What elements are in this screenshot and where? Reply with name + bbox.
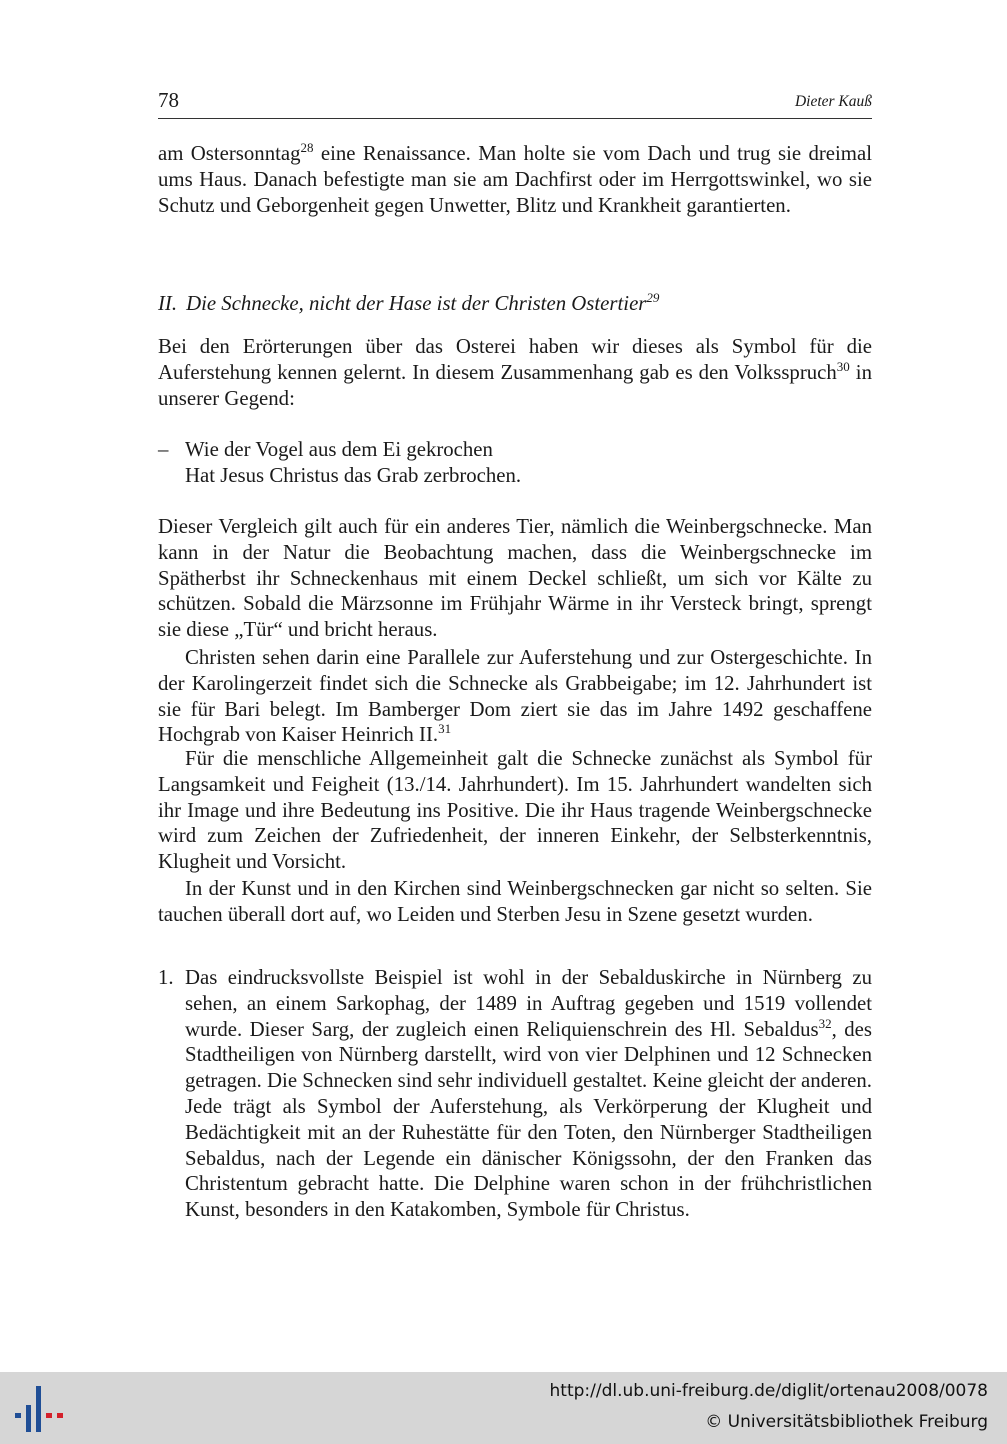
footer-bar bbox=[0, 1372, 1007, 1444]
page-number: 78 bbox=[158, 88, 179, 112]
paragraph-intro-text-a: am Ostersonntag bbox=[158, 142, 301, 165]
paragraph-christen-text: Christen sehen darin eine Parallele zur Auferstehung und zur Ostergeschichte. In der Karolingerzeit findet sich die Schnecke als Grabbeigabe; im 12. Jahrhundert ist sie für Bari belegt. Im Bamberger Dom ziert sie das im Jahre 1492 geschaffene Hochgrab von Kaiser Heinrich II. bbox=[158, 646, 872, 747]
verse-line-2: Hat Jesus Christus das Grab zerbrochen. bbox=[185, 464, 522, 487]
paragraph-osterei bbox=[158, 334, 872, 411]
paragraph-osterei-text-a: Bei den Erörterungen über das Osterei haben wir dieses als Symbol für die Auferstehung kennen gelernt. In diesem Zusammenhang gab es den Volksspruch bbox=[158, 335, 872, 384]
footnote-ref-30[interactable]: 30 bbox=[836, 358, 850, 374]
ub-freiburg-logo-icon bbox=[14, 1384, 64, 1434]
section-number: II. bbox=[158, 292, 178, 315]
list-marker-1: 1. bbox=[158, 966, 174, 989]
paragraph-allgemeinheit: Für die menschliche Allgemeinheit galt die Schnecke zunächst als Symbol für Langsamkeit und Feigheit (13./14. Jahrhundert). Im 15. Jahrhundert wandelten sich ihr Image und ihre Bedeutung ins Positive. Die ihr Haus tragende Weinbergschnecke wird zum Zeichen der Zufriedenheit, der inneren Einkehr, der Selbsterkenntnis, Klugheit und Vorsicht. bbox=[158, 747, 872, 874]
paragraph-vergleich: Dieser Vergleich gilt auch für ein anderes Tier, nämlich die Weinbergschnecke. Man kann in der Natur die Beobachtung machen, dass die Weinbergschnecke im Spätherbst ihr Schneckenhaus mit einem Deckel schließt, um sich vor Kälte zu schützen. Sobald die Märzsonne im Frühjahr Wärme in ihr Versteck bringt, sprengt sie diese „Tür“ und bricht heraus. bbox=[158, 515, 872, 642]
paragraph-intro bbox=[158, 141, 872, 218]
section-heading bbox=[158, 292, 872, 316]
dash-marker: – bbox=[158, 438, 169, 461]
section-title: Die Schnecke, nicht der Hase ist der Christen Ostertier bbox=[186, 292, 647, 315]
running-author: Dieter Kauß bbox=[794, 93, 872, 110]
footnote-ref-32[interactable]: 32 bbox=[818, 1015, 832, 1031]
list-item-1-body bbox=[185, 965, 872, 1223]
paragraph-kunst: In der Kunst und in den Kirchen sind Weinbergschnecken gar nicht so selten. Sie tauchen überall dort auf, wo Leiden und Sterben Jesu in Szene gesetzt wurden. bbox=[158, 877, 872, 926]
verse-lines bbox=[185, 437, 521, 489]
copyright-notice: © Universitätsbibliothek Freiburg bbox=[705, 1412, 988, 1432]
source-url-link[interactable]: http://dl.ub.uni-freiburg.de/diglit/ortenau2008/0078 bbox=[549, 1381, 988, 1401]
list-item-1-text-a: Das eindrucksvollste Beispiel ist wohl in der Sebalduskirche in Nürnberg zu sehen, an einem Sarkophag, der 1489 in Auftrag gegeben und 1519 vollendet wurde. Dieser Sarg, der zugleich einen Reliquienschrein des Hl. Sebaldus bbox=[185, 966, 872, 1041]
footnote-ref-29[interactable]: 29 bbox=[646, 290, 660, 305]
paragraph-intro-text-b: eine Renaissance. Man holte sie vom Dach und trug sie dreimal ums Haus. Danach befestigte man sie am Dachfirst oder im Herrgottswinkel, wo sie Schutz und Geborgenheit gegen Unwetter, Blitz und Krankheit garantierten. bbox=[158, 142, 872, 217]
paragraph-christen bbox=[158, 645, 872, 748]
running-header bbox=[158, 88, 872, 119]
verse-line-1: Wie der Vogel aus dem Ei gekrochen bbox=[185, 438, 493, 461]
paragraph-osterei-text-b: in unserer Gegend: bbox=[158, 360, 872, 410]
footnote-ref-31[interactable]: 31 bbox=[438, 721, 452, 737]
list-item-1-text-b: , des Stadtheiligen von Nürnberg darstellt, wird von vier Delphinen und 12 Schnecken getragen. Die Schnecken sind sehr individuell gestaltet. Keine gleicht der anderen. Jede trägt als Symbol der Auferstehung, als Verkörperung der Klugheit und Bedächtigkeit mit an der Ruhestätte für den Toten, den Nürnberger Stadtheiligen Sebaldus, nach der Legende ein dänischer Königssohn, der den Franken das Christentum gebracht hatte. Die Delphine waren schon in der frühchristlichen Kunst, besonders in den Katakomben, Symbole für Christus. bbox=[185, 1017, 873, 1222]
footnote-ref-28[interactable]: 28 bbox=[300, 140, 314, 155]
